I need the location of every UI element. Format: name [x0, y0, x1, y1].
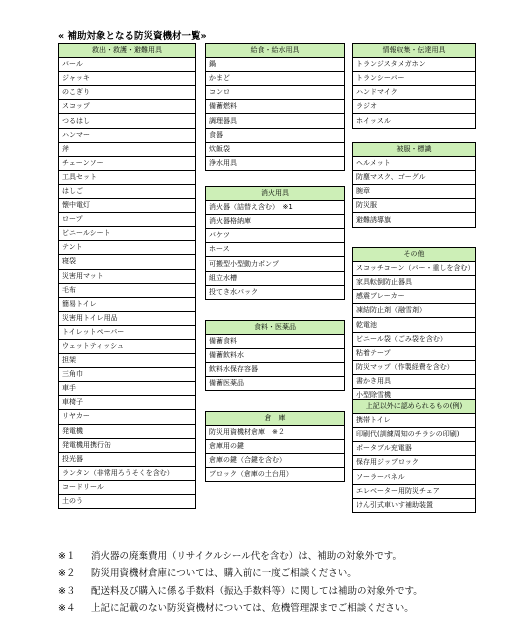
table-row — [206, 215, 345, 229]
item-cell: 投てき水パック — [206, 285, 345, 299]
item-cell: 防災用資機材倉庫 ※２ — [206, 426, 345, 440]
item-cell: 斧 — [59, 142, 196, 156]
item-cell: 家具転倒防止器具 — [353, 276, 476, 290]
table-row — [353, 442, 476, 456]
item-cell: バール — [59, 58, 196, 72]
table-row — [353, 58, 476, 72]
table-row — [353, 262, 476, 276]
item-cell: 消火器（詰替え含む） ※1 — [206, 201, 345, 215]
table-row — [59, 199, 196, 213]
table-row — [206, 363, 345, 377]
table-row — [59, 142, 196, 156]
item-cell: はしご — [59, 184, 196, 198]
table-row — [206, 100, 345, 114]
item-cell: トイレットペーパー — [59, 325, 196, 339]
table-row — [59, 58, 196, 72]
note-item — [58, 548, 423, 565]
table-header: 被服・標識 — [353, 143, 476, 157]
item-cell: ラジオ — [353, 100, 476, 114]
note-text: 上記に記載のない防災資機材については、危機管理課までご相談ください。 — [91, 603, 414, 615]
note-text: 防災用資機材倉庫については、購入前に一度ご相談ください。 — [91, 568, 357, 580]
table-row — [353, 456, 476, 470]
table-food — [205, 320, 345, 391]
table-header: 救出・救護・避難用具 — [59, 44, 196, 58]
item-cell: エレベーター用防災チェア — [353, 484, 476, 498]
item-cell: ロープ — [59, 213, 196, 227]
table-row — [353, 114, 476, 128]
item-cell: ウェットティッシュ — [59, 339, 196, 353]
item-cell: つるはし — [59, 114, 196, 128]
table-row — [59, 339, 196, 353]
item-cell: チェーンソー — [59, 156, 196, 170]
item-cell: 備蓄燃料 — [206, 100, 345, 114]
page-title: « 補助対象となる防災資機材一覧» — [58, 31, 207, 42]
item-cell: 携帯トイレ — [353, 414, 476, 428]
table-row — [206, 454, 345, 468]
item-cell: 炊飯袋 — [206, 142, 345, 156]
note-item — [58, 583, 423, 600]
note-mark: ※１ — [58, 551, 76, 562]
table-row — [59, 255, 196, 269]
item-cell: 車手 — [59, 382, 196, 396]
table-wear — [352, 142, 476, 228]
item-cell: 寝袋 — [59, 255, 196, 269]
table-row — [353, 414, 476, 428]
table-row — [59, 438, 196, 452]
item-cell: 備蓄医薬品 — [206, 377, 345, 391]
table-row — [353, 72, 476, 86]
table-row — [59, 227, 196, 241]
item-cell: 食器 — [206, 128, 345, 142]
table-header: 消火用具 — [206, 187, 345, 201]
item-cell: ブロック（倉庫の土台用） — [206, 468, 345, 482]
table-row — [59, 156, 196, 170]
item-cell: かまど — [206, 72, 345, 86]
item-cell: ホース — [206, 243, 345, 257]
note-text: 配送料及び購入に係る手数料（振込手数料等）に関しては補助の対象外です。 — [91, 585, 423, 597]
item-cell: 小型除雪機 — [353, 388, 476, 402]
table-row — [353, 100, 476, 114]
table-header: 上記以外に認められるもの(例) — [353, 400, 476, 414]
item-cell: 調理器具 — [206, 114, 345, 128]
item-cell: ジャッキ — [59, 72, 196, 86]
item-cell: ビニール袋（ごみ袋を含む） — [353, 332, 476, 346]
table-row — [206, 335, 345, 349]
table-row — [353, 346, 476, 360]
item-cell: 備蓄食料 — [206, 335, 345, 349]
item-cell: 保存用ジップロック — [353, 456, 476, 470]
table-row — [59, 297, 196, 311]
table-row — [59, 170, 196, 184]
table-row — [353, 276, 476, 290]
item-cell: 乾電池 — [353, 318, 476, 332]
table-row — [353, 304, 476, 318]
table-row — [353, 171, 476, 185]
item-cell: 鍋 — [206, 58, 345, 72]
item-cell: 倉庫用の鍵 — [206, 440, 345, 454]
item-cell: 担架 — [59, 354, 196, 368]
table-row — [353, 332, 476, 346]
table-approved — [352, 399, 476, 513]
table-row — [206, 114, 345, 128]
table-water — [205, 43, 345, 171]
table-row — [59, 466, 196, 480]
table-row — [206, 201, 345, 215]
item-cell: トランシーバー — [353, 72, 476, 86]
table-header: その他 — [353, 248, 476, 262]
table-row — [206, 243, 345, 257]
table-row — [59, 325, 196, 339]
table-row — [353, 470, 476, 484]
table-row — [59, 128, 196, 142]
table-row — [353, 374, 476, 388]
table-row — [353, 318, 476, 332]
item-cell: 避難誘導旗 — [353, 213, 476, 227]
note-mark: ※２ — [58, 568, 76, 580]
table-header: 倉 庫 — [206, 412, 345, 426]
table-row — [59, 241, 196, 255]
table-row — [59, 86, 196, 100]
item-cell: テント — [59, 241, 196, 255]
table-row — [353, 213, 476, 227]
table-row — [353, 185, 476, 199]
item-cell: 備蓄飲料水 — [206, 349, 345, 363]
item-cell: のこぎり — [59, 86, 196, 100]
item-cell: ハンマー — [59, 128, 196, 142]
item-cell: ソーラーパネル — [353, 470, 476, 484]
table-row — [206, 86, 345, 100]
table-row — [353, 484, 476, 498]
item-cell: 災害用トイレ用品 — [59, 311, 196, 325]
table-row — [59, 283, 196, 297]
item-cell: スコッチコーン（バー・重しを含む） — [353, 262, 476, 276]
table-row — [59, 184, 196, 198]
table-row — [353, 428, 476, 442]
item-cell: リヤカー — [59, 410, 196, 424]
item-cell: 書かき用具 — [353, 374, 476, 388]
item-cell: 防災服 — [353, 199, 476, 213]
note-mark: ※４ — [58, 603, 76, 615]
table-row — [206, 468, 345, 482]
table-row — [206, 377, 345, 391]
table-fire — [205, 186, 345, 300]
item-cell: けん引式車いす補助装置 — [353, 498, 476, 512]
item-cell: スコップ — [59, 100, 196, 114]
item-cell: 毛布 — [59, 283, 196, 297]
table-row — [353, 498, 476, 512]
table-rescue — [58, 43, 196, 509]
table-row — [59, 213, 196, 227]
table-row — [206, 426, 345, 440]
table-row — [59, 311, 196, 325]
table-row — [206, 142, 345, 156]
item-cell: トランジスタメガホン — [353, 58, 476, 72]
item-cell: 災害用マット — [59, 269, 196, 283]
table-header: 情報収集・伝達用具 — [353, 44, 476, 58]
item-cell: 飲料水保存容器 — [206, 363, 345, 377]
item-cell: 防災マップ（作製経費を含む） — [353, 360, 476, 374]
item-cell: 土のう — [59, 495, 196, 509]
item-cell: 発電機用携行缶 — [59, 438, 196, 452]
table-info — [352, 43, 476, 129]
item-cell: 倉庫の鍵（合鍵を含む） — [206, 454, 345, 468]
table-row — [59, 100, 196, 114]
item-cell: 印刷代(訓練周知のチラシの印刷) — [353, 428, 476, 442]
item-cell: コードリール — [59, 480, 196, 494]
table-row — [206, 440, 345, 454]
table-row — [59, 480, 196, 494]
table-row — [206, 128, 345, 142]
item-cell: ポータブル充電器 — [353, 442, 476, 456]
note-text: 消火器の廃棄費用（リサイクルシール代を含む）は、補助の対象外です。 — [91, 551, 402, 562]
table-row — [59, 452, 196, 466]
item-cell: ハンドマイク — [353, 86, 476, 100]
table-row — [59, 396, 196, 410]
table-header: 食料・医薬品 — [206, 321, 345, 335]
table-row — [206, 72, 345, 86]
item-cell: 三角巾 — [59, 368, 196, 382]
item-cell: ホイッスル — [353, 114, 476, 128]
table-row — [59, 382, 196, 396]
item-cell: 工具セット — [59, 170, 196, 184]
table-row — [206, 285, 345, 299]
table-row — [206, 257, 345, 271]
table-row — [353, 199, 476, 213]
table-header: 給食・給水用具 — [206, 44, 345, 58]
table-row — [59, 114, 196, 128]
table-row — [206, 349, 345, 363]
table-row — [59, 410, 196, 424]
item-cell: 組立水槽 — [206, 271, 345, 285]
table-row — [353, 360, 476, 374]
note-item — [58, 600, 423, 617]
table-row — [206, 156, 345, 170]
item-cell: 車椅子 — [59, 396, 196, 410]
table-row — [206, 58, 345, 72]
item-cell: 発電機 — [59, 424, 196, 438]
item-cell: ヘルメット — [353, 157, 476, 171]
notes-list — [58, 548, 423, 618]
table-row — [59, 368, 196, 382]
table-row — [59, 495, 196, 509]
table-row — [59, 424, 196, 438]
item-cell: 粘着テープ — [353, 346, 476, 360]
item-cell: 消火器格納庫 — [206, 215, 345, 229]
item-cell: 簡易トイレ — [59, 297, 196, 311]
table-row — [59, 72, 196, 86]
item-cell: コンロ — [206, 86, 345, 100]
item-cell: 感震ブレーカー — [353, 290, 476, 304]
item-cell: 可搬型小型動力ポンプ — [206, 257, 345, 271]
item-cell: 懐中電灯 — [59, 199, 196, 213]
table-row — [353, 157, 476, 171]
item-cell: 投光器 — [59, 452, 196, 466]
table-row — [59, 354, 196, 368]
item-cell: ビニールシート — [59, 227, 196, 241]
table-row — [206, 229, 345, 243]
table-row — [59, 269, 196, 283]
table-storage — [205, 411, 345, 482]
table-row — [353, 86, 476, 100]
note-item — [58, 565, 423, 582]
item-cell: バケツ — [206, 229, 345, 243]
note-mark: ※３ — [58, 585, 76, 597]
item-cell: 防塵マスク、ゴーグル — [353, 171, 476, 185]
table-other — [352, 247, 476, 403]
table-row — [206, 271, 345, 285]
table-row — [353, 290, 476, 304]
item-cell: ランタン（非常用ろうそくを含む） — [59, 466, 196, 480]
item-cell: 浄水用具 — [206, 156, 345, 170]
item-cell: 腕章 — [353, 185, 476, 199]
item-cell: 凍結防止剤（融雪剤） — [353, 304, 476, 318]
